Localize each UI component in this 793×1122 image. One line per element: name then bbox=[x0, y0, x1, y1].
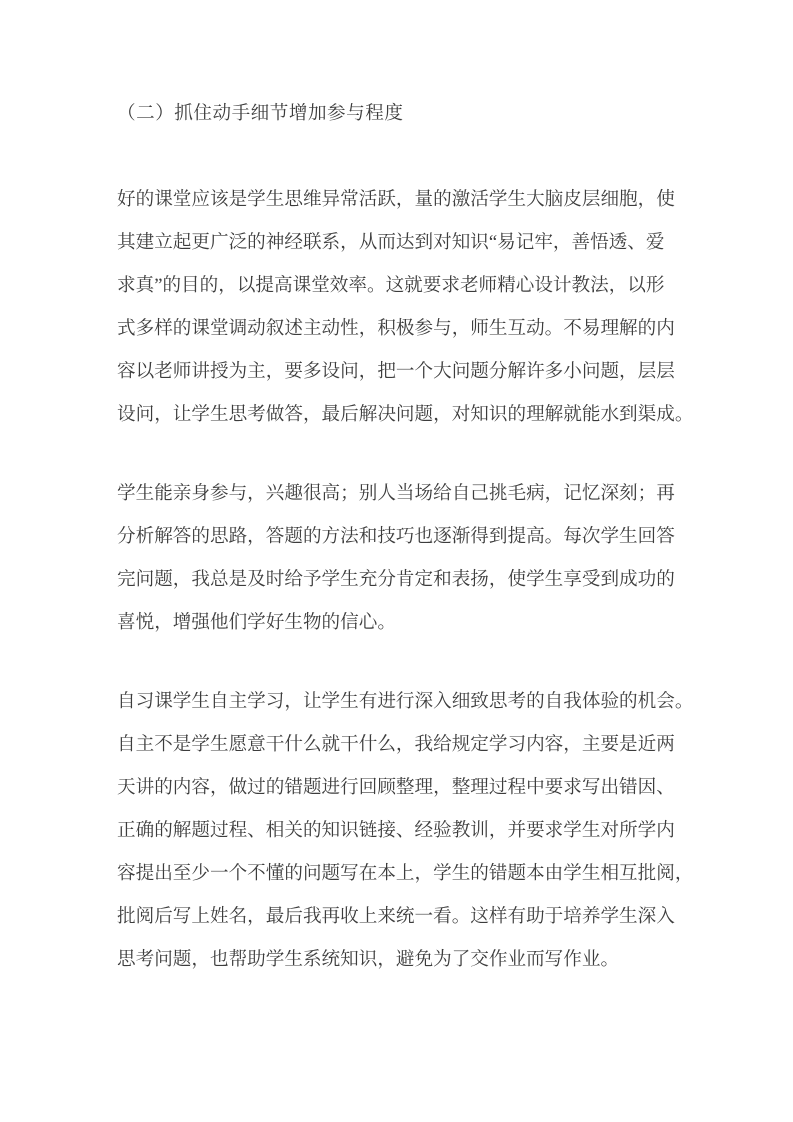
text-line: 自习课学生自主学习，让学生有进行深入细致思考的自我体验的机会。 bbox=[117, 691, 694, 712]
text-line: 容提出至少一个不懂的问题写在本上，学生的错题本由学生相互批阅， bbox=[117, 863, 694, 884]
text-line: 喜悦，增强他们学好生物的信心。 bbox=[117, 612, 396, 633]
paragraph bbox=[117, 680, 694, 981]
text-line: 思考问题，也帮助学生系统知识，避免为了交作业而写作业。 bbox=[117, 949, 620, 970]
text-line: 式多样的课堂调动叙述主动性，积极参与，师生互动。不易理解的内 bbox=[117, 318, 675, 339]
text-line: 求真”的目的，以提高课堂效率。这就要求老师精心设计教法，以形 bbox=[117, 275, 665, 296]
text-line: 天讲的内容，做过的错题进行回顾整理，整理过程中要求写出错因、 bbox=[117, 777, 675, 798]
paragraph bbox=[117, 178, 694, 436]
text-line: 批阅后写上姓名，最后我再收上来统一看。这样有助于培养学生深入 bbox=[117, 906, 675, 927]
document-paragraphs bbox=[117, 178, 694, 981]
section-heading: （二）抓住动手细节增加参与程度 bbox=[117, 103, 404, 124]
text-line: 容以老师讲授为主，要多设问，把一个大问题分解许多小问题，层层 bbox=[117, 361, 675, 382]
text-line: 正确的解题过程、相关的知识链接、经验教训，并要求学生对所学内 bbox=[117, 820, 675, 841]
paragraph bbox=[117, 472, 677, 644]
text-line: 完问题，我总是及时给予学生充分肯定和表扬，使学生享受到成功的 bbox=[117, 569, 675, 590]
text-line: 好的课堂应该是学生思维异常活跃，量的激活学生大脑皮层细胞，使 bbox=[117, 189, 675, 210]
text-line: 其建立起更广泛的神经联系，从而达到对知识“易记牢，善悟透、爱 bbox=[117, 232, 665, 253]
text-line: 设问，让学生思考做答，最后解决问题，对知识的理解就能水到渠成。 bbox=[117, 404, 694, 425]
text-line: 分析解答的思路，答题的方法和技巧也逐渐得到提高。每次学生回答 bbox=[117, 526, 675, 547]
text-line: 自主不是学生愿意干什么就干什么，我给规定学习内容，主要是近两 bbox=[117, 734, 675, 755]
text-line: 学生能亲身参与，兴趣很高；别人当场给自己挑毛病，记忆深刻；再 bbox=[117, 483, 675, 504]
